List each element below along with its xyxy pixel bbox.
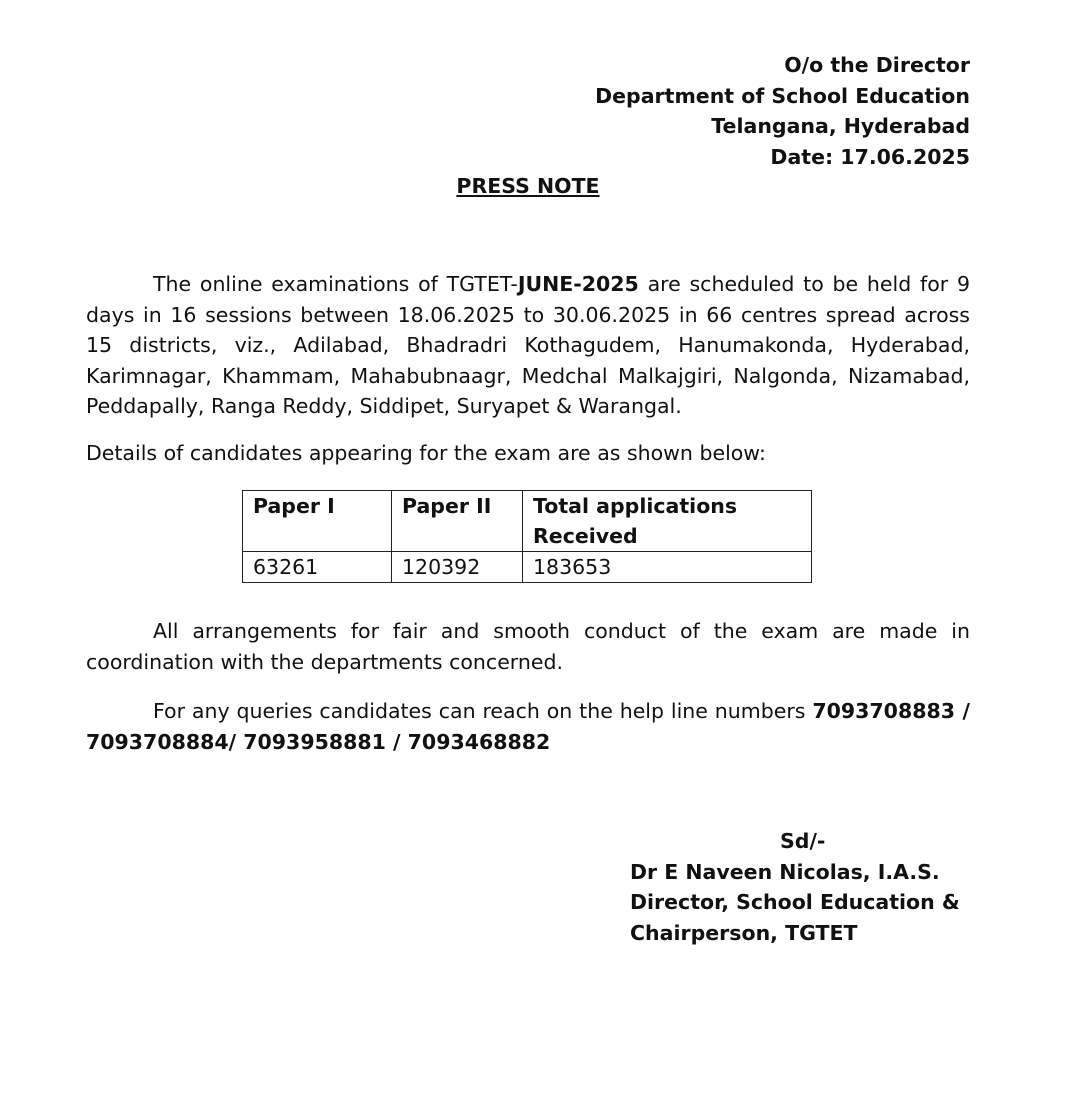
department-line: Department of School Education xyxy=(595,83,970,108)
date-line: Date: 17.06.2025 xyxy=(770,144,970,169)
cell-total-count: 183653 xyxy=(523,552,812,583)
office-line: O/o the Director xyxy=(784,53,970,77)
table-header-row xyxy=(243,491,812,552)
signatory-name: Dr E Naveen Nicolas, I.A.S. xyxy=(630,859,940,884)
office-address-block xyxy=(595,50,970,172)
arrangements-paragraph xyxy=(86,616,970,677)
header-paper-2: Paper II xyxy=(392,491,523,552)
cell-paper-1-count: 63261 xyxy=(243,552,392,583)
arrangements-text: All arrangements for fair and smooth conduct of the exam are made in coordination with the departments concerned. xyxy=(86,619,970,674)
candidates-table xyxy=(242,490,812,583)
cell-paper-2-count: 120392 xyxy=(392,552,523,583)
exam-schedule-paragraph xyxy=(86,269,970,422)
header-paper-1: Paper I xyxy=(243,491,392,552)
table-row xyxy=(243,552,812,583)
location-line: Telangana, Hyderabad xyxy=(711,114,970,138)
header-total-applications: Total applications Received xyxy=(523,491,812,552)
details-intro-paragraph: Details of candidates appearing for the exam are as shown below: xyxy=(86,441,766,465)
signature-block xyxy=(630,826,960,948)
para1-text-a: The online examinations of TGTET- xyxy=(153,272,518,296)
exam-session-name: JUNE-2025 xyxy=(517,272,639,296)
helpline-numbers: 7093708883 / 7093708884/ 7093958881 / 7093468882 xyxy=(86,699,970,754)
helpline-text: For any queries candidates can reach on the help line numbers xyxy=(153,699,813,723)
helpline-paragraph xyxy=(86,696,970,757)
signatory-designation-1: Director, School Education & xyxy=(630,890,960,914)
signatory-designation-2: Chairperson, TGTET xyxy=(630,920,858,945)
para1-text-b: are scheduled to be held for 9 days in 16 sessions between 18.06.2025 to 30.06.2025 in 66 centres spread across 15 districts, viz., Adilabad, Bhadradri Kothagudem, Hanumakonda, Hyderabad, Karimnagar, Khammam, Mahabubnaagr, Medchal Malkajgiri, Nalgonda, Nizamabad, Peddapally, Ranga Reddy, Siddipet, Suryapet & Warangal. xyxy=(86,272,970,418)
signed-mark: Sd/- xyxy=(780,829,826,853)
press-note-title: PRESS NOTE xyxy=(456,174,600,198)
